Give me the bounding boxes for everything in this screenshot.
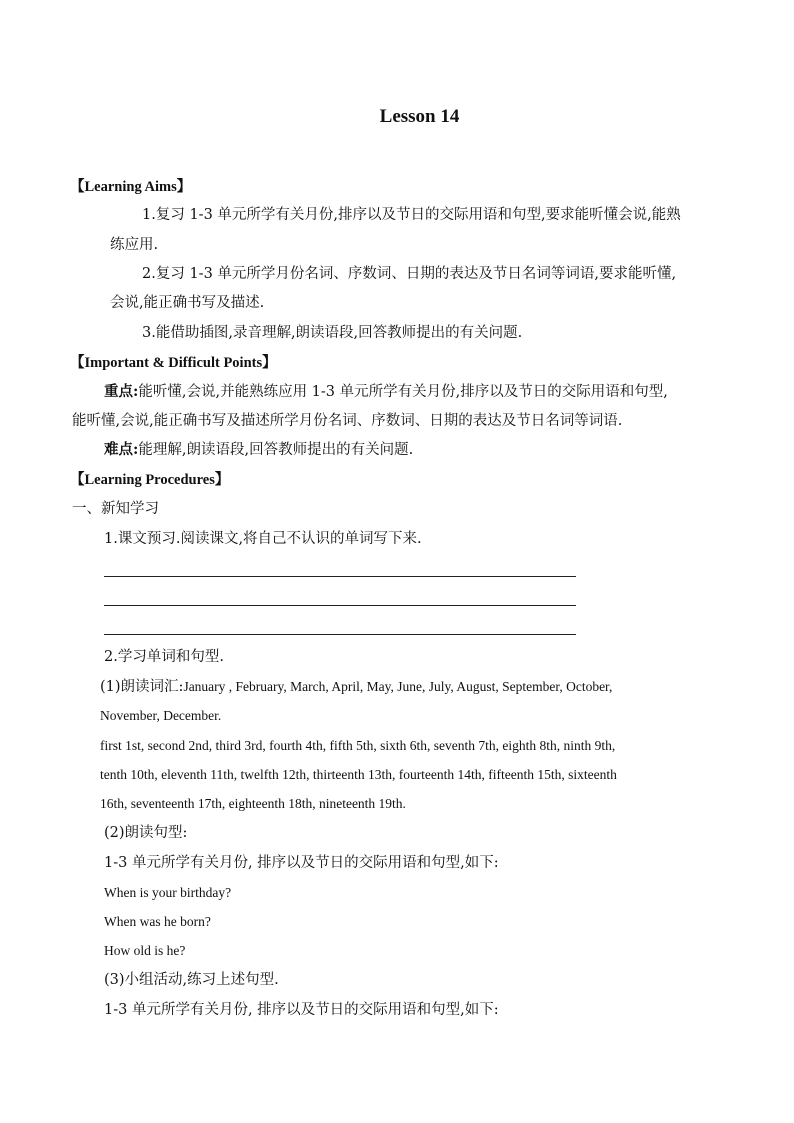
blank-line-1[interactable]: [104, 576, 576, 577]
aims-item-1-line-2: 练应用.: [110, 237, 159, 253]
ordinals-line-2: tenth 10th, eleventh 11th, twelfth 12th, thirteenth 13th, fourteenth 14th, fifteenth 15th, sixteenth: [100, 767, 617, 782]
step-1-preview: 1.课文预习.阅读课文,将自己不认识的单词写下来.: [104, 531, 422, 547]
blank-line-3[interactable]: [104, 634, 576, 635]
vocab-months: January , February, March, April, May, June, July, August, September, October,: [183, 679, 613, 694]
ordinals-line-1: first 1st, second 2nd, third 3rd, fourth 4th, fifth 5th, sixth 6th, seventh 7th, eighth 8th, ninth 9th,: [100, 738, 616, 753]
difficult-points-label: 难点:: [104, 441, 139, 458]
learning-aims-heading: 【Learning Aims】: [70, 179, 192, 195]
ordinals-line-3: 16th, seventeenth 17th, eighteenth 18th, nineteenth 19th.: [100, 796, 406, 811]
group-activity-intro: 1-3 单元所学有关月份, 排序以及节日的交际用语和句型,如下:: [104, 1002, 499, 1018]
procedures-heading: 【Learning Procedures】: [70, 472, 230, 488]
aims-item-2-line-2: 会说,能正确书写及描述.: [110, 295, 265, 311]
difficult-points-line: [104, 441, 413, 459]
blank-line-2[interactable]: [104, 605, 576, 606]
points-heading: 【Important & Difficult Points】: [70, 355, 277, 371]
key-points-line-1: [104, 383, 668, 401]
sentence-label: (2)朗读句型:: [104, 825, 188, 841]
section-new-learning: 一、新知学习: [72, 501, 159, 517]
aims-item-2-line-1: 2.复习 1-3 单元所学月份名词、序数词、日期的表达及节日名词等词语,要求能听懂,: [142, 266, 677, 282]
aims-item-3: 3.能借助插图,录音理解,朗读语段,回答教师提出的有关问题.: [142, 325, 523, 341]
key-points-label: 重点:: [104, 383, 139, 400]
sentence-intro: 1-3 单元所学有关月份, 排序以及节日的交际用语和句型,如下:: [104, 855, 499, 871]
question-birthday: When is your birthday?: [104, 885, 232, 900]
vocab-months-line-2: November, December.: [100, 708, 222, 723]
group-activity: (3)小组活动,练习上述句型.: [104, 972, 279, 988]
question-age: How old is he?: [104, 943, 186, 958]
question-born: When was he born?: [104, 914, 211, 929]
vocab-label: (1)朗读词汇:: [100, 679, 184, 695]
key-points-line-2: 能听懂,会说,能正确书写及描述所学月份名词、序数词、日期的表达及节日名词等词语.: [72, 413, 623, 429]
step-2-vocab-sentences: 2.学习单词和句型.: [104, 649, 224, 665]
page-title: Lesson 14: [379, 106, 460, 127]
vocab-months-line-1: [100, 678, 612, 696]
key-points-text: 能听懂,会说,并能熟练应用 1-3 单元所学有关月份,排序以及节日的交际用语和句型,: [138, 384, 668, 400]
difficult-points-text: 能理解,朗读语段,回答教师提出的有关问题.: [138, 442, 414, 458]
aims-item-1-line-1: 1.复习 1-3 单元所学有关月份,排序以及节日的交际用语和句型,要求能听懂会说,能熟: [142, 207, 681, 223]
